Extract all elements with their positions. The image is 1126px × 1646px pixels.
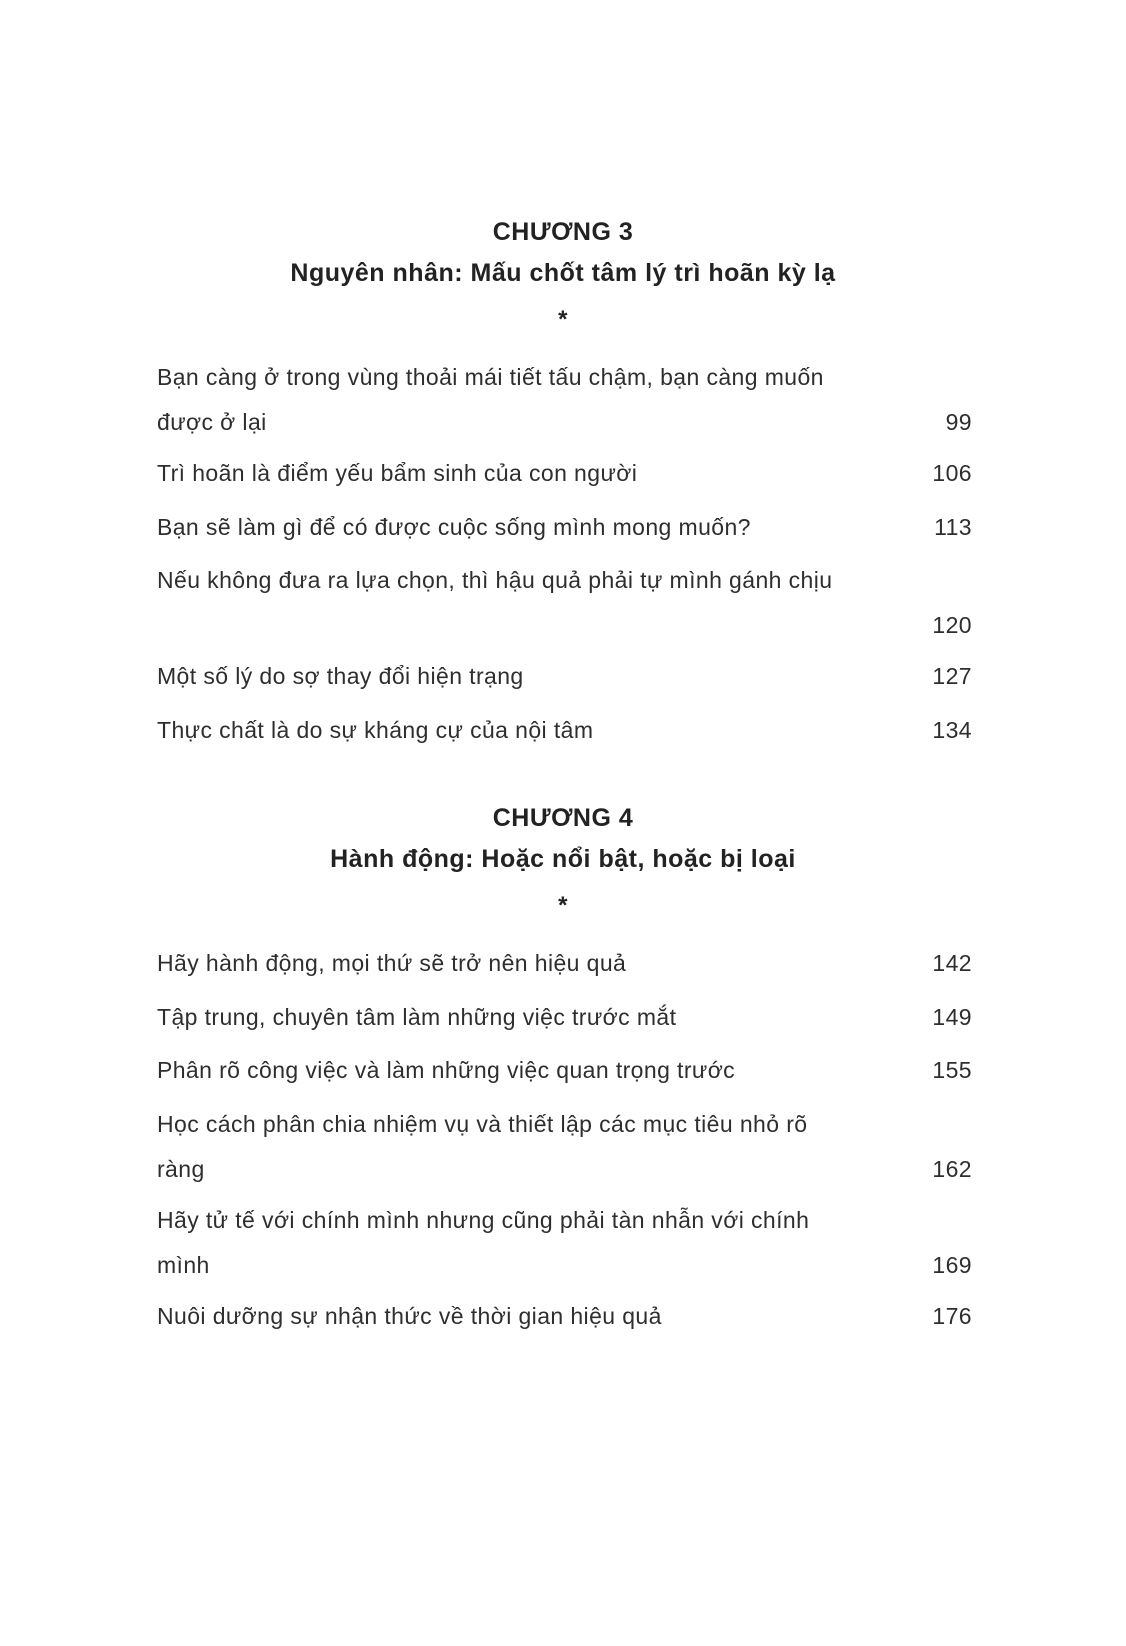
toc-entry[interactable] <box>157 1198 972 1288</box>
toc-entry-page: 149 <box>932 1004 972 1030</box>
toc-entry-title: Nếu không đưa ra lựa chọn, thì hậu quả phải tự mình gánh chịu <box>157 567 833 593</box>
chapter-4-title: Hành động: Hoặc nổi bật, hoặc bị loại <box>330 845 796 873</box>
toc-entry-title: Hãy hành động, mọi thứ sẽ trở nên hiệu quả <box>157 950 627 976</box>
toc-entry-page: 99 <box>945 409 972 435</box>
chapter-3-title: Nguyên nhân: Mấu chốt tâm lý trì hoãn kỳ lạ <box>290 259 836 287</box>
toc-entry[interactable] <box>157 708 972 753</box>
toc-entry-page: 176 <box>932 1303 972 1329</box>
chapter-3-label: CHƯƠNG 3 <box>492 218 634 246</box>
toc-entry-title: Hãy tử tế với chính mình nhưng cũng phải tàn nhẫn với chính mình <box>157 1207 810 1278</box>
toc-entry-title: Học cách phân chia nhiệm vụ và thiết lập các mục tiêu nhỏ rõ ràng <box>157 1111 808 1182</box>
toc-entry[interactable] <box>157 1102 972 1192</box>
toc-entry-page: 142 <box>932 950 972 976</box>
toc-entry[interactable] <box>157 941 972 986</box>
toc-entry-page: 120 <box>932 612 972 638</box>
toc-entry-title: Bạn sẽ làm gì để có được cuộc sống mình mong muốn? <box>157 514 751 540</box>
toc-entry-title: Phân rõ công việc và làm những việc quan trọng trước <box>157 1057 736 1083</box>
toc-entry[interactable] <box>157 558 972 648</box>
toc-entry-page: 127 <box>932 663 972 689</box>
toc-entry[interactable] <box>157 1294 972 1339</box>
chapter-3-separator: * <box>558 306 568 333</box>
toc-entry[interactable] <box>157 995 972 1040</box>
toc-entry[interactable] <box>157 451 972 496</box>
toc-entry-title: Nuôi dưỡng sự nhận thức về thời gian hiệu quả <box>157 1303 662 1329</box>
toc-entry[interactable] <box>157 505 972 550</box>
toc-entry-title: Tập trung, chuyên tâm làm những việc trước mắt <box>157 1004 677 1030</box>
toc-entry[interactable] <box>157 1048 972 1093</box>
toc-entry-title: Thực chất là do sự kháng cự của nội tâm <box>157 717 594 743</box>
chapter-4-label: CHƯƠNG 4 <box>492 804 634 832</box>
toc-entry-page: 162 <box>932 1156 972 1182</box>
toc-entry-page: 134 <box>932 717 972 743</box>
toc-entry-title: Bạn càng ở trong vùng thoải mái tiết tấu chậm, bạn càng muốn được ở lại <box>157 364 824 435</box>
chapter-4-separator: * <box>558 892 568 919</box>
toc-entry-page: 113 <box>934 514 972 540</box>
toc-entry-title: Trì hoãn là điểm yếu bẩm sinh của con người <box>157 460 638 486</box>
toc-entry-page: 106 <box>932 460 972 486</box>
toc-entry-page: 169 <box>932 1252 972 1278</box>
toc-entry-page: 155 <box>932 1057 972 1083</box>
toc-entry-title: Một số lý do sợ thay đổi hiện trạng <box>157 663 524 689</box>
toc-entry[interactable] <box>157 654 972 699</box>
toc-entry[interactable] <box>157 355 972 445</box>
